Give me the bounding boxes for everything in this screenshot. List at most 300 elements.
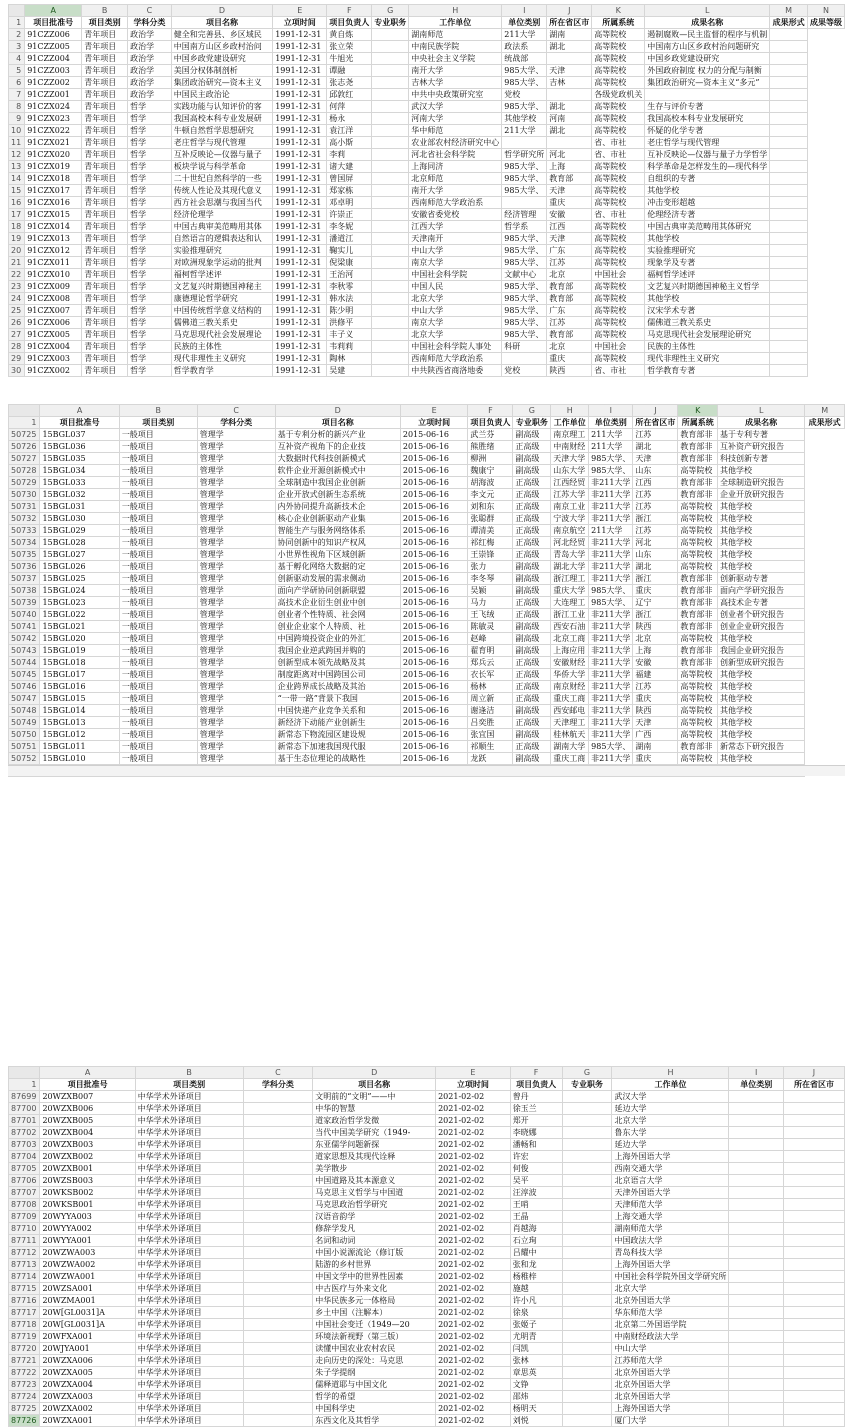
table-cell[interactable]: [783, 1283, 844, 1295]
table-cell[interactable]: 哲学的希望: [313, 1391, 436, 1403]
table-cell[interactable]: 一般项目: [119, 573, 197, 585]
table-cell[interactable]: 广东: [547, 245, 592, 257]
column-header-d[interactable]: D: [171, 5, 272, 17]
row-number[interactable]: 50748: [9, 705, 40, 717]
table-cell[interactable]: 2021-02-02: [436, 1235, 511, 1247]
table-cell[interactable]: 互补资产视角下的企业技: [275, 441, 400, 453]
table-cell[interactable]: 15BGL036: [40, 441, 119, 453]
table-cell[interactable]: 青年项目: [82, 209, 128, 221]
table-cell[interactable]: 副高级: [513, 729, 551, 741]
table-cell[interactable]: 2021-02-02: [436, 1379, 511, 1391]
table-cell[interactable]: 当代中国美学研究（1949-: [313, 1127, 436, 1139]
table-cell[interactable]: 吴建: [327, 365, 372, 377]
table-cell[interactable]: 非211大学: [589, 657, 633, 669]
table-cell[interactable]: [562, 1127, 612, 1139]
table-cell[interactable]: 熊胜绪: [468, 441, 513, 453]
table-cell[interactable]: 青年项目: [82, 221, 128, 233]
header-cell[interactable]: 所在省区市: [633, 417, 678, 429]
row-number[interactable]: 50741: [9, 621, 40, 633]
table-cell[interactable]: 江苏师范大学: [612, 1355, 729, 1367]
table-cell[interactable]: 91CZX020: [25, 149, 82, 161]
table-cell[interactable]: 面向产学研究报告: [718, 585, 805, 597]
table-cell[interactable]: 浙江工业: [551, 609, 589, 621]
table-cell[interactable]: 哲学: [128, 197, 172, 209]
table-cell[interactable]: 互补反映论—仪器与量子: [171, 149, 272, 161]
table-cell[interactable]: [770, 77, 808, 89]
table-cell[interactable]: [243, 1379, 313, 1391]
table-cell[interactable]: 正高级: [513, 525, 551, 537]
row-number[interactable]: 87720: [9, 1343, 40, 1355]
table-cell[interactable]: 20WKSB002: [40, 1187, 135, 1199]
table-cell[interactable]: 中国社会科学院外国文学研究所: [612, 1271, 729, 1283]
table-cell[interactable]: 20WZSA001: [40, 1283, 135, 1295]
table-cell[interactable]: 15BGL023: [40, 597, 119, 609]
table-cell[interactable]: [372, 149, 409, 161]
table-cell[interactable]: 浙江: [633, 513, 678, 525]
table-cell[interactable]: 985大学、: [589, 585, 633, 597]
table-cell[interactable]: 20WZMA001: [40, 1295, 135, 1307]
table-cell[interactable]: 985大学、: [589, 465, 633, 477]
table-cell[interactable]: [372, 137, 409, 149]
table-cell[interactable]: 中国社会: [592, 269, 645, 281]
table-cell[interactable]: 创业企业研究报告: [718, 621, 805, 633]
table-cell[interactable]: 2015-06-16: [400, 573, 468, 585]
header-cell[interactable]: 单位类别: [729, 1079, 784, 1091]
table-cell[interactable]: 张林: [510, 1355, 562, 1367]
table-cell[interactable]: 翟育明: [468, 645, 513, 657]
table-cell[interactable]: 福柯哲学述评: [645, 269, 770, 281]
table-cell[interactable]: 高等院校: [592, 317, 645, 329]
table-cell[interactable]: 非211大学: [589, 609, 633, 621]
header-cell[interactable]: 专业职务: [372, 17, 409, 29]
table-cell[interactable]: 2015-06-16: [400, 717, 468, 729]
table-cell[interactable]: 王崇锋: [468, 549, 513, 561]
table-cell[interactable]: 健全和完善县、乡区域民: [171, 29, 272, 41]
table-cell[interactable]: 教育部: [547, 281, 592, 293]
table-cell[interactable]: 2015-06-16: [400, 645, 468, 657]
row-number[interactable]: 25: [9, 305, 25, 317]
table-cell[interactable]: 正高级: [513, 441, 551, 453]
table-cell[interactable]: 青年项目: [82, 161, 128, 173]
table-cell[interactable]: 吴颖: [468, 585, 513, 597]
table-cell[interactable]: 一般项目: [119, 489, 197, 501]
row-number[interactable]: 87700: [9, 1103, 40, 1115]
table-cell[interactable]: 1991-12-31: [273, 245, 327, 257]
table-cell[interactable]: 91CZX011: [25, 257, 82, 269]
table-cell[interactable]: 河南大学: [409, 113, 502, 125]
table-cell[interactable]: 衣长军: [468, 669, 513, 681]
table-cell[interactable]: 1991-12-31: [273, 161, 327, 173]
table-cell[interactable]: 985大学、: [502, 293, 547, 305]
table-cell[interactable]: 黄自炼: [327, 29, 372, 41]
table-cell[interactable]: [729, 1235, 784, 1247]
table-cell[interactable]: 吕耀中: [510, 1247, 562, 1259]
row-number[interactable]: 87718: [9, 1319, 40, 1331]
table-cell[interactable]: 2015-06-16: [400, 585, 468, 597]
row-number[interactable]: 50737: [9, 573, 40, 585]
row-number[interactable]: 50736: [9, 561, 40, 573]
table-cell[interactable]: [783, 1139, 844, 1151]
table-cell[interactable]: 一般项目: [119, 501, 197, 513]
table-cell[interactable]: 老庄哲学与现代管理: [645, 137, 770, 149]
header-cell[interactable]: 项目名称: [171, 17, 272, 29]
column-header-b[interactable]: B: [135, 1067, 243, 1079]
table-cell[interactable]: 青年项目: [82, 41, 128, 53]
table-cell[interactable]: 江苏: [633, 525, 678, 537]
table-cell[interactable]: 经济伦理学: [171, 209, 272, 221]
table-cell[interactable]: 武兰芬: [468, 429, 513, 441]
table-cell[interactable]: [562, 1343, 612, 1355]
column-header-d[interactable]: D: [275, 405, 400, 417]
table-cell[interactable]: “一带一路”背景下我国: [275, 693, 400, 705]
table-cell[interactable]: 15BGL034: [40, 465, 119, 477]
table-cell[interactable]: [243, 1103, 313, 1115]
table-cell[interactable]: 985大学、: [589, 597, 633, 609]
table-cell[interactable]: 许小凡: [510, 1295, 562, 1307]
table-cell[interactable]: 中国传统哲学意义结构的: [171, 305, 272, 317]
table-cell[interactable]: 教育部非: [678, 489, 718, 501]
table-cell[interactable]: [243, 1319, 313, 1331]
table-cell[interactable]: [783, 1175, 844, 1187]
table-cell[interactable]: 20WZXB001: [40, 1163, 135, 1175]
table-cell[interactable]: 1991-12-31: [273, 41, 327, 53]
table-cell[interactable]: 中华学术外译项目: [135, 1367, 243, 1379]
table-cell[interactable]: [770, 281, 808, 293]
table-cell[interactable]: 中华学术外译项目: [135, 1235, 243, 1247]
table-cell[interactable]: 制度距离对中国跨国公司: [275, 669, 400, 681]
table-cell[interactable]: 一般项目: [119, 585, 197, 597]
table-cell[interactable]: [562, 1379, 612, 1391]
table-cell[interactable]: 2015-06-16: [400, 549, 468, 561]
table-cell[interactable]: 副高级: [513, 573, 551, 585]
table-cell[interactable]: [372, 269, 409, 281]
table-cell[interactable]: 其他学校: [718, 633, 805, 645]
table-cell[interactable]: 现代非理性主义研究: [171, 353, 272, 365]
table-cell[interactable]: 2021-02-02: [436, 1307, 511, 1319]
table-cell[interactable]: [770, 149, 808, 161]
table-cell[interactable]: 青年项目: [82, 53, 128, 65]
table-cell[interactable]: 非211大学: [589, 477, 633, 489]
table-cell[interactable]: 走向历史的深处：马克思: [313, 1355, 436, 1367]
table-cell[interactable]: 211大学: [502, 125, 547, 137]
table-cell[interactable]: [372, 329, 409, 341]
table-cell[interactable]: [783, 1319, 844, 1331]
table-cell[interactable]: 1991-12-31: [273, 101, 327, 113]
table-cell[interactable]: 一般项目: [119, 537, 197, 549]
table-cell[interactable]: 高技术企专著: [718, 597, 805, 609]
table-cell[interactable]: [770, 209, 808, 221]
table-cell[interactable]: [562, 1115, 612, 1127]
table-cell[interactable]: 2015-06-16: [400, 513, 468, 525]
table-cell[interactable]: 邱敦红: [327, 89, 372, 101]
table-cell[interactable]: [243, 1391, 313, 1403]
table-cell[interactable]: [729, 1367, 784, 1379]
table-cell[interactable]: 天津外国语大学: [612, 1187, 729, 1199]
table-cell[interactable]: 985大学、: [589, 453, 633, 465]
table-cell[interactable]: 中国乡政党建设研究: [645, 53, 770, 65]
table-cell[interactable]: 20WZXB002: [40, 1151, 135, 1163]
table-cell[interactable]: 经济管理: [502, 209, 547, 221]
row-number[interactable]: 26: [9, 317, 25, 329]
table-cell[interactable]: 中华学术外译项目: [135, 1163, 243, 1175]
table-cell[interactable]: 2015-06-16: [400, 741, 468, 753]
table-cell[interactable]: 青年项目: [82, 149, 128, 161]
table-cell[interactable]: 高等院校: [592, 53, 645, 65]
table-cell[interactable]: [770, 41, 808, 53]
table-cell[interactable]: 遏制腐败—民主监督的程序与机制: [645, 29, 770, 41]
table-cell[interactable]: [372, 221, 409, 233]
table-cell[interactable]: 文艺复兴时期德国神秘主: [171, 281, 272, 293]
table-cell[interactable]: [783, 1379, 844, 1391]
table-cell[interactable]: 重庆: [633, 585, 678, 597]
table-cell[interactable]: 北京大学: [612, 1115, 729, 1127]
table-cell[interactable]: 中华学术外译项目: [135, 1391, 243, 1403]
table-cell[interactable]: 环境法新视野（第三版）: [313, 1331, 436, 1343]
table-cell[interactable]: 正高级: [513, 537, 551, 549]
table-cell[interactable]: 浙江: [633, 573, 678, 585]
table-cell[interactable]: 高等院校: [592, 353, 645, 365]
table-cell[interactable]: 管理学: [197, 465, 275, 477]
table-cell[interactable]: 211大学: [589, 441, 633, 453]
table-cell[interactable]: 其他学校: [718, 465, 805, 477]
table-cell[interactable]: 其他学校: [718, 561, 805, 573]
column-header-k[interactable]: K: [678, 405, 718, 417]
table-cell[interactable]: 江苏: [633, 681, 678, 693]
table-cell[interactable]: 高等院校: [592, 221, 645, 233]
column-header-g[interactable]: G: [513, 405, 551, 417]
table-cell[interactable]: 中华学术外译项目: [135, 1319, 243, 1331]
table-cell[interactable]: 江苏大学: [551, 489, 589, 501]
row-number[interactable]: 87711: [9, 1235, 40, 1247]
table-cell[interactable]: 2021-02-02: [436, 1283, 511, 1295]
header-cell[interactable]: 专业职务: [513, 417, 551, 429]
table-cell[interactable]: 汉语音韵学: [313, 1211, 436, 1223]
table-cell[interactable]: 高等院校: [678, 717, 718, 729]
table-cell[interactable]: 陕西: [547, 365, 592, 377]
table-cell[interactable]: 其他学校: [718, 669, 805, 681]
table-cell[interactable]: 哲学教育专著: [645, 365, 770, 377]
table-cell[interactable]: [243, 1151, 313, 1163]
table-cell[interactable]: 高等院校: [592, 329, 645, 341]
table-cell[interactable]: 江西: [547, 221, 592, 233]
row-number[interactable]: 50732: [9, 513, 40, 525]
table-cell[interactable]: 20W[GL0031]A: [40, 1307, 135, 1319]
table-cell[interactable]: 15BGL011: [40, 741, 119, 753]
table-cell[interactable]: [783, 1391, 844, 1403]
table-cell[interactable]: 基于生态位理论的战略性: [275, 753, 400, 765]
table-cell[interactable]: 创新型成本领先战略及其: [275, 657, 400, 669]
table-cell[interactable]: 91CZX024: [25, 101, 82, 113]
table-cell[interactable]: 青年项目: [82, 293, 128, 305]
row-number[interactable]: 50745: [9, 669, 40, 681]
table-cell[interactable]: 张和龙: [510, 1259, 562, 1271]
table-cell[interactable]: 中华学术外译项目: [135, 1295, 243, 1307]
table-cell[interactable]: 新常态下加速我国现代服: [275, 741, 400, 753]
table-cell[interactable]: 软件企业开源创新模式中: [275, 465, 400, 477]
row-number[interactable]: 1: [9, 17, 25, 29]
row-number[interactable]: 8: [9, 101, 25, 113]
column-header-b[interactable]: B: [119, 405, 197, 417]
table-cell[interactable]: 湖北大学: [551, 561, 589, 573]
table-cell[interactable]: [729, 1211, 784, 1223]
table-cell[interactable]: 2015-06-16: [400, 693, 468, 705]
row-number[interactable]: 87701: [9, 1115, 40, 1127]
table-cell[interactable]: 章思英: [510, 1367, 562, 1379]
table-cell[interactable]: 上海: [547, 161, 592, 173]
table-cell[interactable]: 张宜国: [468, 729, 513, 741]
table-cell[interactable]: 青年项目: [82, 185, 128, 197]
table-cell[interactable]: 郑开: [510, 1115, 562, 1127]
table-cell[interactable]: [783, 1259, 844, 1271]
table-cell[interactable]: [562, 1223, 612, 1235]
table-cell[interactable]: 高等院校: [678, 525, 718, 537]
table-cell[interactable]: 广西: [633, 729, 678, 741]
column-header-j[interactable]: J: [633, 405, 678, 417]
table-cell[interactable]: 一般项目: [119, 525, 197, 537]
table-cell[interactable]: 91CZZ004: [25, 53, 82, 65]
table-cell[interactable]: 2015-06-16: [400, 477, 468, 489]
table-cell[interactable]: 20WYYA003: [40, 1211, 135, 1223]
table-cell[interactable]: 湖北: [633, 441, 678, 453]
table-cell[interactable]: 天津: [547, 185, 592, 197]
table-cell[interactable]: 基于孵化网络大数据的定: [275, 561, 400, 573]
table-cell[interactable]: 江西: [633, 477, 678, 489]
table-cell[interactable]: [562, 1403, 612, 1415]
table-cell[interactable]: 非211大学: [589, 621, 633, 633]
table-cell[interactable]: 一般项目: [119, 609, 197, 621]
table-cell[interactable]: 北京: [633, 633, 678, 645]
table-cell[interactable]: 政治学: [128, 89, 172, 101]
table-cell[interactable]: 鲁东大学: [612, 1127, 729, 1139]
table-cell[interactable]: [770, 353, 808, 365]
table-cell[interactable]: [770, 173, 808, 185]
table-cell[interactable]: 非211大学: [589, 669, 633, 681]
table-cell[interactable]: 天津师范大学: [612, 1199, 729, 1211]
table-cell[interactable]: 非211大学: [589, 537, 633, 549]
table-cell[interactable]: 祁红梅: [468, 537, 513, 549]
table-cell[interactable]: 江苏: [633, 501, 678, 513]
table-cell[interactable]: 儒佛道三教关系史: [171, 317, 272, 329]
table-cell[interactable]: 副高级: [513, 561, 551, 573]
header-cell[interactable]: 学科分类: [128, 17, 172, 29]
table-cell[interactable]: 周立新: [468, 693, 513, 705]
table-cell[interactable]: 哲学: [128, 209, 172, 221]
table-cell[interactable]: 天津南开: [409, 233, 502, 245]
table-cell[interactable]: [372, 353, 409, 365]
table-cell[interactable]: 20WZWA001: [40, 1271, 135, 1283]
table-cell[interactable]: 创新驱动发展的需求侧动: [275, 573, 400, 585]
table-cell[interactable]: [562, 1091, 612, 1103]
table-cell[interactable]: 中华学术外译项目: [135, 1139, 243, 1151]
table-cell[interactable]: [372, 113, 409, 125]
table-cell[interactable]: [562, 1175, 612, 1187]
table-cell[interactable]: [729, 1319, 784, 1331]
table-cell[interactable]: 中共中央政策研究室: [409, 89, 502, 101]
table-cell[interactable]: 其他学校: [718, 729, 805, 741]
table-cell[interactable]: 乡土中国（注解本）: [313, 1307, 436, 1319]
table-cell[interactable]: 2015-06-16: [400, 609, 468, 621]
table-cell[interactable]: 其他学校: [645, 293, 770, 305]
table-cell[interactable]: [729, 1187, 784, 1199]
table-cell[interactable]: [729, 1247, 784, 1259]
table-cell[interactable]: 何俊: [510, 1163, 562, 1175]
table-cell[interactable]: 青年项目: [82, 365, 128, 377]
table-cell[interactable]: 副高级: [513, 645, 551, 657]
table-cell[interactable]: 正高级: [513, 513, 551, 525]
table-cell[interactable]: 上海: [633, 645, 678, 657]
table-cell[interactable]: 非211大学: [589, 501, 633, 513]
table-cell[interactable]: [783, 1367, 844, 1379]
table-cell[interactable]: 张姬子: [510, 1319, 562, 1331]
row-number[interactable]: 50729: [9, 477, 40, 489]
table-cell[interactable]: 91CZX018: [25, 173, 82, 185]
table-cell[interactable]: 副高级: [513, 585, 551, 597]
table-cell[interactable]: 修辞学发凡: [313, 1223, 436, 1235]
table-cell[interactable]: [243, 1307, 313, 1319]
table-cell[interactable]: [783, 1151, 844, 1163]
table-cell[interactable]: 1991-12-31: [273, 65, 327, 77]
row-number[interactable]: 4: [9, 53, 25, 65]
table-cell[interactable]: 生存与评价专著: [645, 101, 770, 113]
table-cell[interactable]: 江苏: [633, 429, 678, 441]
table-cell[interactable]: 211大学: [589, 429, 633, 441]
column-header-i[interactable]: I: [502, 5, 547, 17]
table-cell[interactable]: 哲学: [128, 305, 172, 317]
table-cell[interactable]: 15BGL022: [40, 609, 119, 621]
table-cell[interactable]: 中国社会科学院人事处: [409, 341, 502, 353]
table-cell[interactable]: 非211大学: [589, 753, 633, 765]
table-cell[interactable]: 哲学: [128, 245, 172, 257]
table-cell[interactable]: 91CZX005: [25, 329, 82, 341]
row-number[interactable]: 20: [9, 245, 25, 257]
table-cell[interactable]: 91CZX013: [25, 233, 82, 245]
table-cell[interactable]: 高等院校: [592, 245, 645, 257]
row-number[interactable]: 30: [9, 365, 25, 377]
table-cell[interactable]: 2021-02-02: [436, 1139, 511, 1151]
table-cell[interactable]: 中国人民: [409, 281, 502, 293]
table-cell[interactable]: 山东大学: [551, 465, 589, 477]
table-cell[interactable]: 哲学: [128, 329, 172, 341]
table-cell[interactable]: 高等院校: [592, 197, 645, 209]
table-cell[interactable]: 青年项目: [82, 77, 128, 89]
table-cell[interactable]: 宁波大学: [551, 513, 589, 525]
table-cell[interactable]: 管理学: [197, 705, 275, 717]
table-cell[interactable]: 各级党政机关: [592, 89, 645, 101]
table-cell[interactable]: 徐泉: [510, 1307, 562, 1319]
row-number[interactable]: 10: [9, 125, 25, 137]
row-number[interactable]: 50749: [9, 717, 40, 729]
table-cell[interactable]: [729, 1355, 784, 1367]
table-cell[interactable]: 高等院校: [592, 29, 645, 41]
table-cell[interactable]: 其他学校: [718, 693, 805, 705]
table-cell[interactable]: 中华学术外译项目: [135, 1127, 243, 1139]
table-cell[interactable]: [502, 353, 547, 365]
table-cell[interactable]: 中山大学: [612, 1343, 729, 1355]
table-cell[interactable]: 91CZX007: [25, 305, 82, 317]
table-cell[interactable]: 西南师范大学政治系: [409, 197, 502, 209]
table-cell[interactable]: 管理学: [197, 729, 275, 741]
table-cell[interactable]: 1991-12-31: [273, 329, 327, 341]
table-cell[interactable]: 河南: [547, 113, 592, 125]
table-cell[interactable]: [243, 1175, 313, 1187]
table-cell[interactable]: [243, 1403, 313, 1415]
table-cell[interactable]: [729, 1151, 784, 1163]
table-cell[interactable]: 985大学、: [502, 77, 547, 89]
table-cell[interactable]: 1991-12-31: [273, 341, 327, 353]
column-header-l[interactable]: L: [718, 405, 805, 417]
table-cell[interactable]: [770, 29, 808, 41]
row-number[interactable]: 7: [9, 89, 25, 101]
